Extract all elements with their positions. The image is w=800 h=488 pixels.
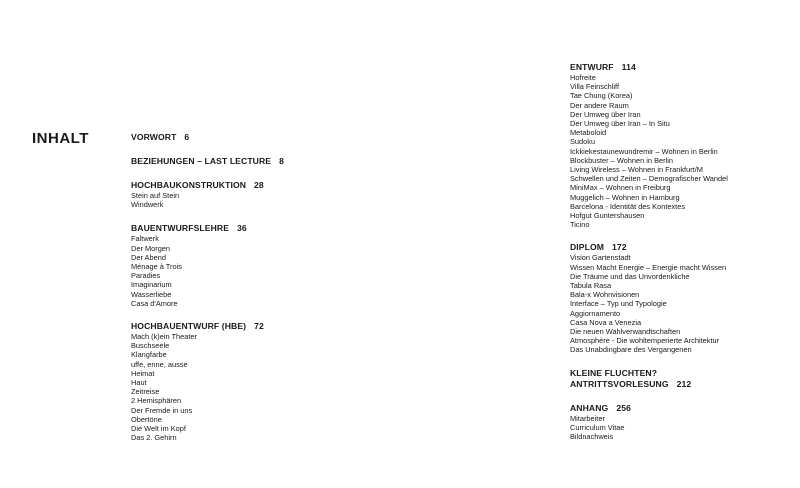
section-title <box>131 132 331 143</box>
toc-section <box>131 156 331 167</box>
toc-entry: Der Fremde in uns <box>131 405 193 415</box>
entry-list <box>131 234 331 308</box>
toc-entry: Zeitreise <box>131 387 160 397</box>
section-page-number: 114 <box>621 62 636 72</box>
toc-entry: Tabula Rasa <box>570 281 612 291</box>
section-page-number: 72 <box>254 321 264 332</box>
toc-entry: Bildnachweis <box>570 432 614 442</box>
entry-list <box>570 414 790 442</box>
entry-list <box>131 191 331 209</box>
toc-entry: Das Unabdingbare des Vergangenen <box>570 345 692 355</box>
toc-entry: Der Morgen <box>131 243 171 253</box>
entry-list <box>570 253 790 354</box>
section-title-text: HOCHBAUENTWURF (HBE) <box>131 321 247 332</box>
toc-entry: Mitarbeiter <box>570 413 605 423</box>
toc-entry: Ticino <box>570 220 590 230</box>
entry-list <box>131 332 331 442</box>
toc-entry: Das 2. Gehirn <box>131 433 177 443</box>
toc-entry: Atmosphère - Die wohltemperierte Architektur <box>570 336 720 346</box>
toc-entry: Der Umweg über Iran <box>570 109 641 119</box>
section-title <box>570 242 790 253</box>
section-page-number: 8 <box>279 156 284 166</box>
toc-section <box>570 242 790 354</box>
toc-section <box>570 62 790 229</box>
toc-entry: Der Abend <box>131 252 166 262</box>
toc-entry: Stein auf Stein <box>131 191 180 200</box>
section-title-text: KLEINE FLUCHTEN? <box>570 367 658 378</box>
toc-entry: Obertöne <box>131 414 162 424</box>
section-title-text: ANHANG <box>570 402 609 413</box>
section-page-number: 36 <box>237 223 247 234</box>
toc-entry: Barcelona - Identität des Kontextes <box>570 201 686 211</box>
page-title: INHALT <box>32 130 89 147</box>
toc-entry: uffe, enne, ausse <box>131 359 188 369</box>
toc-entry: Villa Feinschliff <box>570 82 620 92</box>
toc-entry: Ickkiekestaunewundremir – Wohnen in Berlin <box>570 146 718 156</box>
toc-entry: Muggelich – Wohnen in Hamburg <box>570 192 680 202</box>
section-title-text: ANTRITTSVORLESUNG <box>570 378 669 389</box>
toc-entry: Wissen Macht Energie – Energie macht Wissen <box>570 262 727 272</box>
toc-entry: Vision Gartenstadt <box>570 253 631 263</box>
toc-entry: Mach (k)ein Theater <box>131 332 197 342</box>
section-page-number: 28 <box>254 180 264 190</box>
section-title <box>570 62 790 73</box>
section-title <box>570 403 790 414</box>
toc-entry: Curriculum Vitae <box>570 422 625 432</box>
toc-right-column <box>570 62 790 441</box>
toc-entry: Casa Nova a Venezia <box>570 317 642 327</box>
toc-entry: Der andere Raum <box>570 100 629 110</box>
section-title-text: VORWORT <box>131 132 177 142</box>
toc-entry: Bala-x Wohnvisionen <box>570 290 640 300</box>
toc-entry: Ménage à Trois <box>131 262 182 272</box>
toc-left-column <box>131 132 331 442</box>
section-title <box>131 180 331 191</box>
section-title <box>131 223 331 234</box>
section-title-text: ENTWURF <box>570 62 614 72</box>
section-title <box>570 379 790 390</box>
toc-entry: Casa d'Amore <box>131 298 178 308</box>
section-title-text: HOCHBAUKONSTRUKTION <box>131 180 247 190</box>
toc-entry: Wasserliebe <box>131 289 172 299</box>
toc-section <box>570 368 790 379</box>
toc-section <box>131 132 331 143</box>
toc-entry: Tae Chung (Korea) <box>570 91 633 101</box>
section-page-number: 172 <box>612 242 627 253</box>
toc-section <box>131 223 331 308</box>
toc-entry: Klangfarbe <box>131 350 167 360</box>
toc-entry: Die neuen Wahlverwandtschaften <box>570 327 681 337</box>
toc-entry: Heimat <box>131 368 155 378</box>
toc-entry: MiniMax – Wohnen in Freiburg <box>570 183 671 193</box>
toc-entry: Aggiornamento <box>570 308 621 318</box>
toc-entry: Hofreite <box>570 73 596 82</box>
section-title <box>570 368 790 379</box>
toc-entry: Haut <box>131 378 147 388</box>
toc-entry: Sudoku <box>570 137 596 147</box>
section-page-number: 256 <box>616 402 631 413</box>
entry-list <box>570 73 790 229</box>
toc-section <box>570 403 790 442</box>
toc-entry: Hofgut Guntershausen <box>570 211 645 221</box>
toc-entry: Die Träume und das Unvordenkliche <box>570 271 690 281</box>
toc-entry: Imaginarium <box>131 280 172 290</box>
toc-entry: Paradies <box>131 271 161 281</box>
toc-section <box>131 321 331 442</box>
toc-entry: Blockbuster – Wohnen in Berlin <box>570 155 673 165</box>
section-title-text: BEZIEHUNGEN – LAST LECTURE <box>131 156 272 166</box>
toc-section <box>131 180 331 209</box>
toc-entry: Schwellen und Zeiten – Demografischer Wandel <box>570 174 728 184</box>
section-page-number: 212 <box>676 378 692 389</box>
toc-entry: Buschseele <box>131 341 170 351</box>
toc-entry: Metaboloid <box>570 128 607 138</box>
toc-entry: Living Wireless – Wohnen in Frankfurt/M <box>570 165 703 175</box>
toc-section <box>570 379 790 390</box>
section-title-text: BAUENTWURFSLEHRE <box>131 223 230 234</box>
section-page-number: 6 <box>184 132 190 142</box>
toc-entry: Die Welt im Kopf <box>131 424 186 434</box>
toc-entry: 2 Hemisphären <box>131 396 182 406</box>
toc-entry: Der Umweg über Iran – In Situ <box>570 119 670 129</box>
toc-entry: Interface – Typ und Typologie <box>570 299 667 309</box>
toc-entry: Faltwerk <box>131 234 159 244</box>
section-title <box>131 156 331 167</box>
section-title <box>131 321 331 332</box>
section-title-text: DIPLOM <box>570 242 605 253</box>
toc-entry: Windwerk <box>131 200 164 210</box>
